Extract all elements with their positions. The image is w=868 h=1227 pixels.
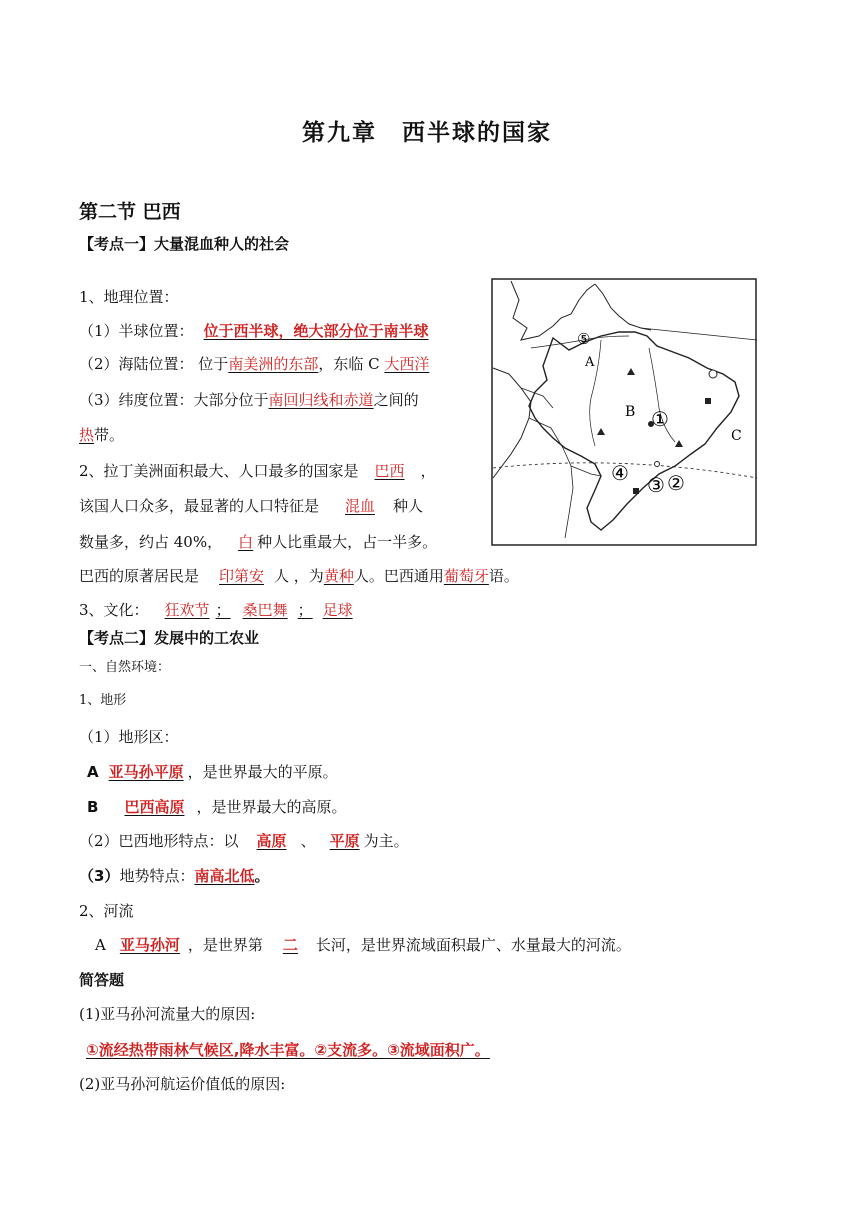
hemisphere-answer: 位于西半球，绝大部分位于南半球: [203, 322, 429, 340]
page-title: 第九章 西半球的国家: [302, 120, 552, 146]
feature-tail: 为主。: [363, 832, 409, 850]
latitude-end: 带。: [94, 426, 125, 444]
flow-answer: [86, 1040, 490, 1060]
q2-text-j: 语。: [488, 567, 519, 585]
shipping-question: (2)亚马孙河航运价值低的原因:: [79, 1075, 286, 1093]
q2-text-b: ，: [420, 462, 436, 480]
river-heading: 2、河流: [79, 902, 134, 920]
mixed-race-answer: 混血: [345, 497, 376, 515]
city-circle: [655, 462, 660, 467]
plateau-tail: ，是世界最大的高原。: [196, 798, 347, 816]
latitude-answer: 南回归线和赤道: [268, 391, 374, 409]
map-label-5: ⑤: [577, 330, 591, 348]
q2-text-a: 2、拉丁美洲面积最大、人口最多的国家是: [79, 462, 359, 480]
latitude-tail: 之间的: [373, 391, 419, 409]
feature-label: （2）巴西地形特点：以: [79, 832, 239, 850]
river-text-c: 长河，是世界流域面积最广、水量最大的河流。: [315, 936, 631, 954]
hemisphere-line: [79, 321, 429, 341]
sealand-answer-1: 南美洲的东部: [228, 355, 319, 373]
q2-text-e: 数量多，约占 40%，: [79, 533, 223, 551]
iron-square-1: [705, 398, 711, 404]
slope-line: [79, 866, 269, 886]
plain-answer: 亚马孙平原: [108, 763, 184, 781]
q2-text-i: 人。巴西通用: [353, 567, 444, 585]
plain-letter: A: [87, 763, 99, 781]
slope-label: （3）: [79, 867, 120, 885]
key-point-2: 【考点二】发展中的工农业: [79, 629, 260, 647]
sealand-line: [79, 354, 429, 374]
flow-question: (1)亚马孙河流量大的原因:: [79, 1005, 256, 1023]
map-label-4: ④: [611, 461, 629, 485]
map-label-C: C: [731, 428, 742, 444]
map-label-2: ②: [667, 471, 685, 495]
sealand-answer-2: 大西洋: [384, 355, 430, 373]
latitude-line: [79, 390, 419, 410]
river-line: [95, 935, 631, 955]
feature-sep: 、: [300, 832, 316, 850]
plain-tail: ，是世界最大的平原。: [187, 763, 338, 781]
q2-text-h: 人 ，为: [274, 567, 324, 585]
plateau-letter: B: [87, 798, 99, 816]
q2-text-g: 巴西的原著居民是: [79, 567, 200, 585]
terrain-feature-line: [79, 831, 409, 851]
plateau-line: [87, 797, 346, 817]
river-rank-answer: 二: [282, 936, 298, 954]
culture-label: 3、文化：: [79, 601, 149, 619]
environment-heading: 一、自然环境：: [79, 660, 171, 675]
feature-answer-1: 高原: [256, 832, 287, 850]
white-answer: 白: [238, 533, 254, 551]
country-answer: 巴西: [374, 462, 405, 480]
sealand-label: （2）海陆位置： 位于: [79, 355, 229, 373]
brazil-map: [491, 278, 757, 546]
q2-text-d: 种人: [393, 497, 424, 515]
slope-end: 。: [254, 867, 270, 885]
slope-answer: 南高北低: [194, 867, 255, 885]
plain-line: [87, 762, 338, 782]
river-text-b: ，是世界第: [187, 936, 263, 954]
river-letter: A: [95, 936, 106, 954]
latitude-label: （3）纬度位置：大部分位于: [79, 391, 269, 409]
iron-square-2: [633, 488, 639, 494]
language-answer: 葡萄牙: [443, 567, 489, 585]
location-heading: 1、地理位置：: [79, 288, 179, 306]
map-label-1: ①: [651, 407, 669, 431]
plateau-answer: 巴西高原: [124, 798, 185, 816]
sealand-mid: ，东临 C: [318, 355, 385, 373]
key-point-1: 【考点一】大量混血种人的社会: [79, 235, 290, 253]
race-answer: 黄种: [323, 567, 354, 585]
section-title: 第二节 巴西: [79, 201, 181, 223]
culture-answer-2: 桑巴舞: [242, 601, 288, 619]
hemisphere-label: （1）半球位置：: [79, 322, 194, 340]
map-label-A: A: [585, 355, 595, 370]
population-line-3: [79, 532, 437, 552]
terrain-heading: 1、地形: [79, 693, 127, 708]
q2-text-c: 该国人口众多，最显著的人口特征是: [79, 497, 320, 515]
population-line-1: [79, 461, 436, 481]
slope-mid: 地势特点：: [119, 867, 195, 885]
latitude-answer-2: 热: [79, 426, 95, 444]
latitude-line-2: [79, 425, 124, 445]
q2-text-f: 种人比重最大，占一半多。: [257, 533, 438, 551]
short-answer-heading: 简答题: [79, 971, 125, 989]
flow-answer-text: ①流经热带雨林气候区,降水丰富。②支流多。③流域面积广。: [86, 1041, 490, 1059]
terrain-zone-label: （1）地形区：: [79, 728, 179, 746]
culture-line: 3、文化： 狂欢节 ； 桑巴舞 ； 足球: [79, 600, 363, 620]
culture-answer-3: 足球: [322, 601, 353, 619]
map-label-B: B: [625, 404, 636, 420]
river-answer: 亚马孙河: [119, 936, 180, 954]
culture-answer-1: 狂欢节: [164, 601, 210, 619]
native-answer: 印第安: [219, 567, 265, 585]
population-line-4: [79, 566, 519, 586]
city-ring: [709, 370, 717, 378]
population-line-2: [79, 496, 423, 516]
feature-answer-2: 平原: [329, 832, 360, 850]
map-label-3: ③: [647, 473, 665, 497]
